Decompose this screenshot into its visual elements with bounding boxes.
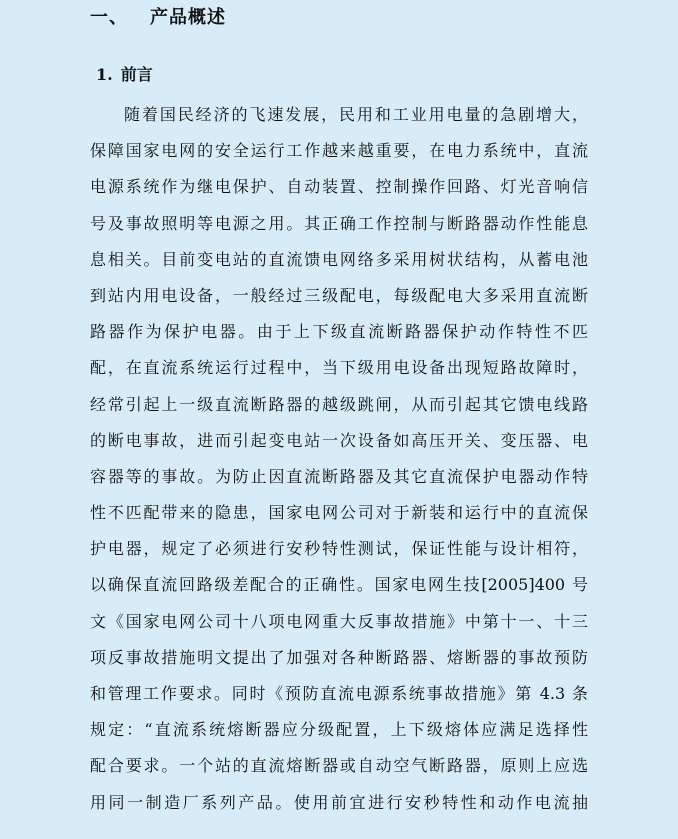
paragraph-line: 保障国家电网的安全运行工作越来越重要，在电力系统中，直流 bbox=[90, 141, 588, 161]
paragraph-line: 配，在直流系统运行过程中，当下级用电设备出现短路故障时， bbox=[90, 358, 588, 378]
paragraph-line: 息相关。目前变电站的直流馈电网络多采用树状结构，从蓄电池 bbox=[90, 249, 588, 269]
paragraph-line: 容器等的事故。为防止因直流断路器及其它直流保护电器动作特 bbox=[90, 466, 588, 486]
paragraph-line: 性不匹配带来的隐患，国家电网公司对于新装和运行中的直流保 bbox=[90, 503, 588, 523]
body-paragraph bbox=[90, 97, 588, 821]
paragraph-line: 的断电事故，进而引起变电站一次设备如高压开关、变压器、电 bbox=[90, 430, 588, 450]
paragraph-line: 随着国民经济的飞速发展，民用和工业用电量的急剧增大， bbox=[124, 105, 588, 124]
paragraph-line: 文《国家电网公司十八项电网重大反事故措施》中第十一、十三 bbox=[90, 611, 588, 631]
subsection-heading bbox=[96, 62, 153, 85]
paragraph-line: 规定：“直流系统熔断器应分级配置，上下级熔体应满足选择性 bbox=[90, 720, 588, 740]
subsection-number: 1. bbox=[96, 65, 113, 84]
paragraph-line: 以确保直流回路级差配合的正确性。国家电网生技[2005]400 号 bbox=[90, 575, 588, 595]
paragraph-line: 项反事故措施明文提出了加强对各种断路器、熔断器的事故预防 bbox=[90, 647, 588, 667]
paragraph-line: 和管理工作要求。同时《预防直流电源系统事故措施》第 4.3 条 bbox=[90, 684, 588, 703]
paragraph-line: 经常引起上一级直流断路器的越级跳闸，从而引起其它馈电线路 bbox=[90, 394, 588, 414]
paragraph-line: 配合要求。一个站的直流熔断器或自动空气断路器，原则上应选 bbox=[90, 756, 588, 776]
section-title: 产品概述 bbox=[150, 7, 226, 28]
paragraph-line: 号及事故照明等电源之用。其正确工作控制与断路器动作性能息 bbox=[90, 213, 588, 233]
paragraph-line: 用同一制造厂系列产品。使用前宜进行安秒特性和动作电流抽 bbox=[90, 792, 588, 812]
section-number: 一、 bbox=[90, 7, 128, 28]
paragraph-line: 电源系统作为继电保护、自动装置、控制操作回路、灯光音响信 bbox=[90, 177, 588, 197]
paragraph-line: 护电器，规定了必须进行安秒特性测试，保证性能与设计相符， bbox=[90, 539, 588, 559]
section-heading bbox=[90, 3, 226, 29]
subsection-title: 前言 bbox=[120, 65, 153, 84]
paragraph-line: 到站内用电设备，一般经过三级配电，每级配电大多采用直流断 bbox=[90, 285, 588, 305]
paragraph-line: 路器作为保护电器。由于上下级直流断路器保护动作特性不匹 bbox=[90, 322, 588, 342]
